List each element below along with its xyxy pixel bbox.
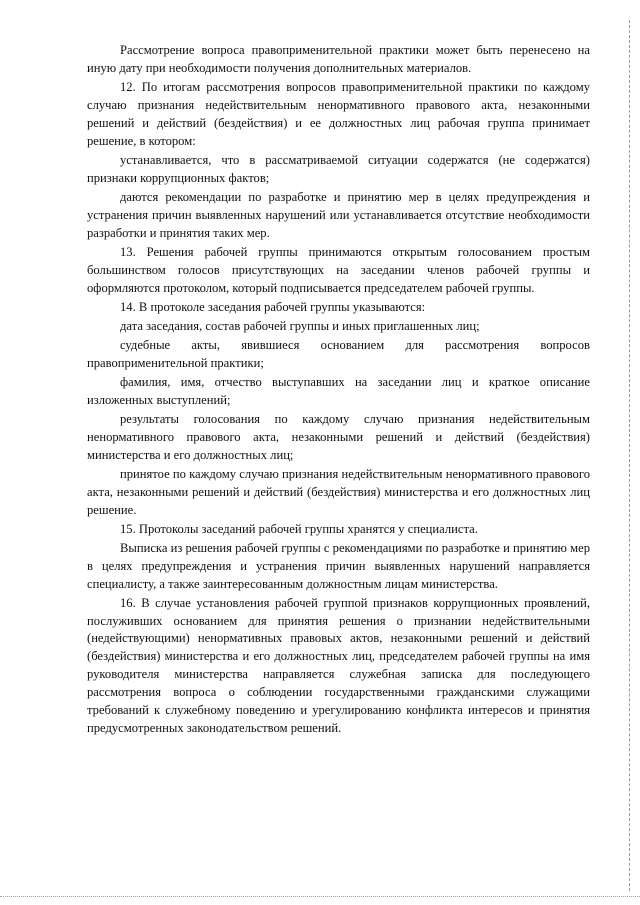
scan-edge-bottom [0,896,640,897]
document-body [87,42,590,738]
paragraph-14-item-3: фамилия, имя, отчество выступавших на заседании лиц и краткое описание изложенных выступлений; [87,374,590,407]
paragraph-14-item-4: результаты голосования по каждому случаю признания недействительным ненормативного правового акта, незаконными решений и действий (бездействия) министерства и его должностных лиц; [87,411,590,462]
paragraph-15: 15. Протоколы заседаний рабочей группы хранятся у специалиста. [120,521,478,536]
paragraph-12: 12. По итогам рассмотрения вопросов правоприменительной практики по каждому случаю признания недействительным ненормативного правового акта, незаконными решений и действий (бездействия) и ее должностных лиц рабочая группа принимает решение, в котором: [87,80,590,148]
paragraph-12-item-1: устанавливается, что в рассматриваемой ситуации содержатся (не содержатся) признаки коррупционных фактов; [87,152,590,185]
paragraph-12-item-2: даются рекомендации по разработке и принятию мер в целях предупреждения и устранения причин выявленных нарушений или устанавливается отсутствие необходимости разработки и принятия таких мер. [87,189,590,240]
paragraph-14-item-5: принятое по каждому случаю признания недействительным ненормативного правового акта, незаконными решений и действий (бездействия) министерства и его должностных лиц решение. [87,466,590,517]
paragraph-postponement: Рассмотрение вопроса правоприменительной практики может быть перенесено на иную дату при необходимости получения дополнительных материалов. [87,43,590,75]
paragraph-16: 16. В случае установления рабочей группой признаков коррупционных проявлений, послуживших основанием для принятия решения о признании недействительными (недействующими) ненормативных правовых актов, незаконными решений и действий (бездействия) министерства и его должностных лиц, председателем рабочей группы на имя руководителя министерства направляется служебная записка для последующего рассмотрения вопроса о соблюдении государственными гражданскими служащими требований к служебному поведению и урегулированию конфликта интересов и принятия предусмотренных законодательством решений. [87,595,590,735]
paragraph-14-item-1: дата заседания, состав рабочей группы и иных приглашенных лиц; [120,318,480,333]
scan-edge-right [629,20,630,891]
paragraph-14-item-2: судебные акты, явившиеся основанием для рассмотрения вопросов правоприменительной практики; [87,337,590,370]
paragraph-15-extract: Выписка из решения рабочей группы с рекомендациями по разработке и принятию мер в целях предупреждения и устранения причин выявленных нарушений направляется специалисту, а также заинтересованным должностным лицам министерства. [87,540,590,591]
paragraph-14: 14. В протоколе заседания рабочей группы указываются: [120,299,426,314]
paragraph-13: 13. Решения рабочей группы принимаются открытым голосованием простым большинством голосов присутствующих на заседании членов рабочей группы и оформляются протоколом, который подписывается председателем рабочей группы. [87,244,590,295]
